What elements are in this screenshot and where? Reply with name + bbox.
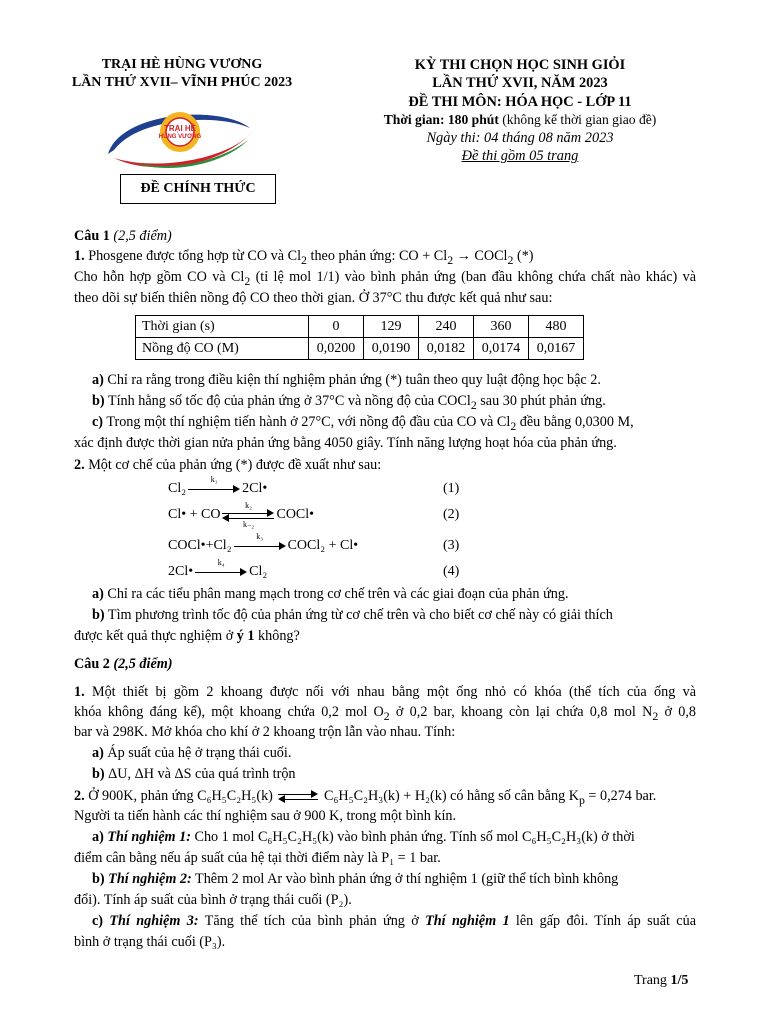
q2-b-label: b) [92, 766, 105, 782]
q1-part2-a-label: a) [92, 586, 104, 602]
q2-exp1-label: a) [92, 829, 104, 845]
q2-a-text: Áp suất của hệ ở trạng thái cuối. [103, 745, 292, 761]
table-cell: 0 [309, 316, 364, 338]
table-row [136, 338, 584, 360]
exam-pages-text: Đề thi gồm 05 trang [461, 148, 579, 165]
q2-exp3-text1a: Tăng thể tích của bình phản ứng ở [198, 913, 426, 929]
q1-part2-a [92, 584, 714, 604]
q2-exp1-line2: điểm cân bằng nếu áp suất của hệ tại thời điểm này là P₁ = 1 bar. [74, 850, 441, 866]
mechanism-step-2 [168, 500, 315, 529]
header-right [346, 56, 694, 166]
q2-part2-text1a: Ở 900K, phản ứng C₆H₅C₂H₅(k) [84, 788, 277, 804]
q1-part2-num: 2. [74, 457, 85, 473]
q2-part1-line1 [74, 682, 696, 702]
mechanism-num-4: (4) [443, 564, 460, 579]
logo-text2: HÙNG VƯƠNG [158, 134, 202, 140]
table-cell: 0,0200 [309, 338, 364, 360]
mechanism-num-3: (3) [443, 538, 460, 553]
mechanism-step-1 [168, 474, 268, 497]
exam-time [346, 111, 694, 129]
exam-round: LẦN THỨ XVII, NĂM 2023 [432, 75, 608, 92]
forward-arrow-icon [188, 474, 240, 494]
step2-product: COCl• [276, 507, 315, 522]
row-label-concentration: Nồng độ CO (M) [136, 338, 309, 360]
q1-a-text: Chỉ ra rằng trong điều kiện thí nghiệm phản ứng (*) tuân theo quy luật động học bậc 2. [103, 372, 601, 388]
q2-exp3-text1c: lên gấp đôi. Tính áp suất của [509, 913, 696, 929]
q2-exp1-text1: Cho 1 mol C₆H₅C₂H₅(k) vào bình phản ứng. Tính số mol C₆H₅C₂H₃(k) ở thời [190, 829, 635, 845]
q2-part1-num: 1. [74, 684, 85, 700]
q1-c-text1b: đều bằng 0,0300 M, [516, 414, 634, 430]
step1-rate-constant: k₁ [210, 474, 218, 484]
exam-pages [346, 147, 694, 165]
q1-part2-b-line2 [74, 626, 696, 646]
q2-b-text: ΔU, ΔH và ΔS của quá trình trộn [104, 766, 296, 782]
q2-part1-text2b: ở 0,2 bar, khoang còn lại chứa 0,8 mol N [389, 704, 653, 720]
q2-heading [74, 654, 696, 674]
step4-rate-constant: k₄ [217, 557, 225, 567]
q2-a-label: a) [92, 745, 104, 761]
step1-product: 2Cl• [242, 481, 268, 496]
q1-b-text: Tính hằng số tốc độ của phản ứng ở 37°C và nồng độ của COCl [104, 393, 471, 409]
q2-part1-text2a: khóa không đáng kể), một khoang chứa 0,2 mol O [74, 704, 384, 720]
q1-item-c-line2: xác định được thời gian nửa phản ứng bằng 4050 giây. Tính năng lượng hoạt hóa của phản ứng. [74, 435, 617, 451]
q1-part1-text4: (*) [513, 248, 534, 264]
row-label-time: Thời gian (s) [136, 316, 309, 338]
q2-part2-line1: 2. Ở 900K, phản ứng C₆H₅C₂H₅(k) C₆H₅C₂H₃(k) + H₂(k) có hằng số cân bằng $K_p = 0,274$ bar. [74, 788, 657, 807]
q1-item-c-line1: c) Trong một thí nghiệm tiến hành ở 27°C, với nồng độ đầu của CO và $Cl_2$ đều bằng 0,0300 M, [92, 414, 634, 433]
q1-title: Câu 1 [74, 228, 110, 244]
q1-intro-line1: Cho hỗn hợp gồm CO và $Cl_2$ (tỉ lệ mol 1/1) vào bình phản ứng (ban đầu không chứa chất nào khác) và [74, 269, 696, 288]
forward-arrow-icon [195, 557, 247, 577]
equilibrium-arrow-icon [222, 500, 274, 529]
q1-part1-num: 1. [74, 248, 85, 264]
q1-part2-b-label: b) [92, 607, 105, 623]
exam-title: KỲ THI CHỌN HỌC SINH GIỎI [414, 57, 626, 73]
q1-b-text2: sau 30 phút phản ứng. [476, 393, 606, 409]
q1-part1-text: Phosgene được tổng hợp từ CO và Cl [84, 248, 302, 264]
q2-part1-line2: khóa không đáng kể), một khoang chứa 0,2 mol $O_2$ ở 0,2 bar, khoang còn lại chứa 0,8 mol $N_2$ ở 0,8 [74, 704, 696, 723]
q1-item-a [92, 370, 714, 390]
q2-part1-a [92, 743, 714, 763]
page-label: Trang [634, 973, 671, 988]
q2-exp2-line2: đổi). Tính áp suất của bình ở trạng thái cuối (P₂). [74, 892, 352, 908]
q2-part1-text2c: ở 0,8 [658, 704, 696, 720]
exam-time-note: (không kể thời gian giao đề) [498, 111, 657, 127]
q1-part1-statement: 1. Phosgene được tổng hợp từ CO và $Cl_2$ theo phản ứng: CO + $Cl_2$ → COCl$_2$ (*) [74, 248, 534, 267]
q2-part2-text1b: C₆H₅C₂H₃(k) + H₂(k) có hằng số cân bằng K [320, 788, 579, 804]
q1-intro-1a: Cho hỗn hợp gồm CO và Cl [74, 269, 245, 285]
q2-exp1-name: Thí nghiệm 1: [103, 829, 191, 845]
q1-part2-text: Một cơ chế của phản ứng (*) được đề xuất như sau: [84, 457, 382, 473]
mechanism-num-1: (1) [443, 481, 460, 496]
table-cell: 0,0182 [419, 338, 474, 360]
q1-a-label: a) [92, 372, 104, 388]
step3-rate-constant: k₃ [256, 531, 263, 541]
logo-text1: TRẠI HÈ [164, 124, 196, 133]
q2-part1-b [92, 764, 714, 784]
q1-b-label: b) [92, 393, 105, 409]
step2-reactant: Cl• + CO [168, 507, 221, 522]
q2-points: (2,5 điểm) [109, 656, 173, 672]
q2-exp2-line1 [92, 869, 696, 889]
q1-part2-statement [74, 455, 696, 475]
official-label: ĐỀ CHÍNH THỨC [120, 174, 276, 204]
forward-arrow-icon [234, 531, 286, 551]
table-cell: 480 [529, 316, 584, 338]
mechanism-num-2: (2) [443, 507, 460, 522]
q1-c-text1a: Trong một thí nghiệm tiến hành ở 27°C, với nồng độ đầu của CO và Cl [103, 414, 511, 430]
q1-part2-b-line1 [92, 605, 696, 625]
q2-exp2-name: Thí nghiệm 2: [104, 871, 192, 887]
step4-product: Cl₂ [249, 564, 268, 579]
table-row [136, 316, 584, 338]
step2-reverse-rate-constant: k₋₂ [242, 519, 254, 529]
q1-part2-b-text2c: không? [254, 628, 300, 644]
table-cell: 0,0167 [529, 338, 584, 360]
q2-part2-text1c: = 0,274 bar. [584, 788, 657, 804]
q2-exp2-text1: Thêm 2 mol Ar vào bình phản ứng ở thí nghiệm 1 (giữ thể tích bình không [191, 871, 619, 887]
camp-logo [100, 102, 260, 174]
q1-data-table [135, 315, 584, 360]
step3-reactant: COCl•+Cl₂ [168, 538, 232, 553]
q1-points: (2,5 điểm) [109, 228, 172, 244]
q1-part1-text3: → COCl [453, 248, 508, 264]
q1-intro-line2: theo dõi sự biến thiên nồng độ CO theo thời gian. Ở 37°C thu được kết quả như sau: [74, 290, 553, 306]
q2-exp3-name: Thí nghiệm 3: [103, 913, 199, 929]
q2-part1-text1: Một thiết bị gồm 2 khoang được nối với nhau bằng một ống nhỏ có khóa (thể tích của ống và [84, 684, 696, 700]
page-footer [634, 973, 688, 989]
step4-reactant: 2Cl• [168, 564, 194, 579]
table-cell: 240 [419, 316, 474, 338]
step3-product: COCl₂ + Cl• [287, 538, 359, 553]
q2-title: Câu 2 [74, 656, 110, 672]
table-cell: 0,0174 [474, 338, 529, 360]
header-left [48, 56, 316, 92]
q2-exp3-ref: Thí nghiệm 1 [425, 913, 510, 929]
q1-item-b: b) Tính hằng số tốc độ của phản ứng ở 37°C và nồng độ của COCl$_2$ sau 30 phút phản ứng. [92, 393, 606, 412]
exam-subject: ĐỀ THI MÔN: HÓA HỌC - LỚP 11 [408, 93, 632, 110]
q1-heading [74, 226, 696, 246]
q1-c-label: c) [92, 414, 104, 430]
table-cell: 360 [474, 316, 529, 338]
q1-part2-a-text: Chỉ ra các tiểu phân mang mạch trong cơ chế trên và các giai đoạn của phản ứng. [103, 586, 569, 602]
table-cell: 129 [364, 316, 419, 338]
exam-date: Ngày thi: 04 tháng 08 năm 2023 [426, 130, 614, 147]
q2-part2-num: 2. [74, 788, 85, 804]
mechanism-step-4 [168, 557, 268, 580]
q2-part2-line2: Người ta tiến hành các thí nghiệm sau ở 900 K, trong một bình kín. [74, 808, 457, 824]
organizer-line2: LẦN THỨ XVII– VĨNH PHÚC 2023 [71, 75, 293, 90]
table-cell: 0,0190 [364, 338, 419, 360]
q1-part2-b-text2a: được kết quả thực nghiệm ở [74, 628, 237, 644]
q1-part1-text2: theo phản ứng: CO + Cl [306, 248, 448, 264]
q1-part2-b-text1: Tìm phương trình tốc độ của phản ứng từ cơ chế trên và cho biết cơ chế này có giải thích [104, 607, 613, 623]
equilibrium-arrow-icon [278, 792, 318, 802]
q2-part1-line3: bar và 298K. Mở khóa cho khí ở 2 khoang trộn lẫn vào nhau. Tính: [74, 724, 456, 740]
q2-exp3-line1 [92, 911, 696, 931]
mechanism-step-3 [168, 531, 359, 554]
step2-rate-constant: k₂ [245, 500, 252, 510]
q2-exp3-line2: bình ở trạng thái cuối (P₃). [74, 934, 226, 950]
q2-exp1-line1 [92, 827, 696, 847]
q2-exp3-label: c) [92, 913, 104, 929]
q1-part2-b-ref: ý 1 [236, 628, 255, 644]
step1-reactant: Cl₂ [168, 481, 187, 496]
exam-time-value: Thời gian: 180 phút [383, 111, 499, 127]
q1-intro-1b: (tỉ lệ mol 1/1) vào bình phản ứng (ban đầu không chứa chất nào khác) và [250, 269, 696, 285]
page-number: 1/5 [670, 973, 689, 988]
q2-exp2-label: b) [92, 871, 105, 887]
organizer-line1: TRẠI HÈ HÙNG VƯƠNG [101, 57, 263, 72]
